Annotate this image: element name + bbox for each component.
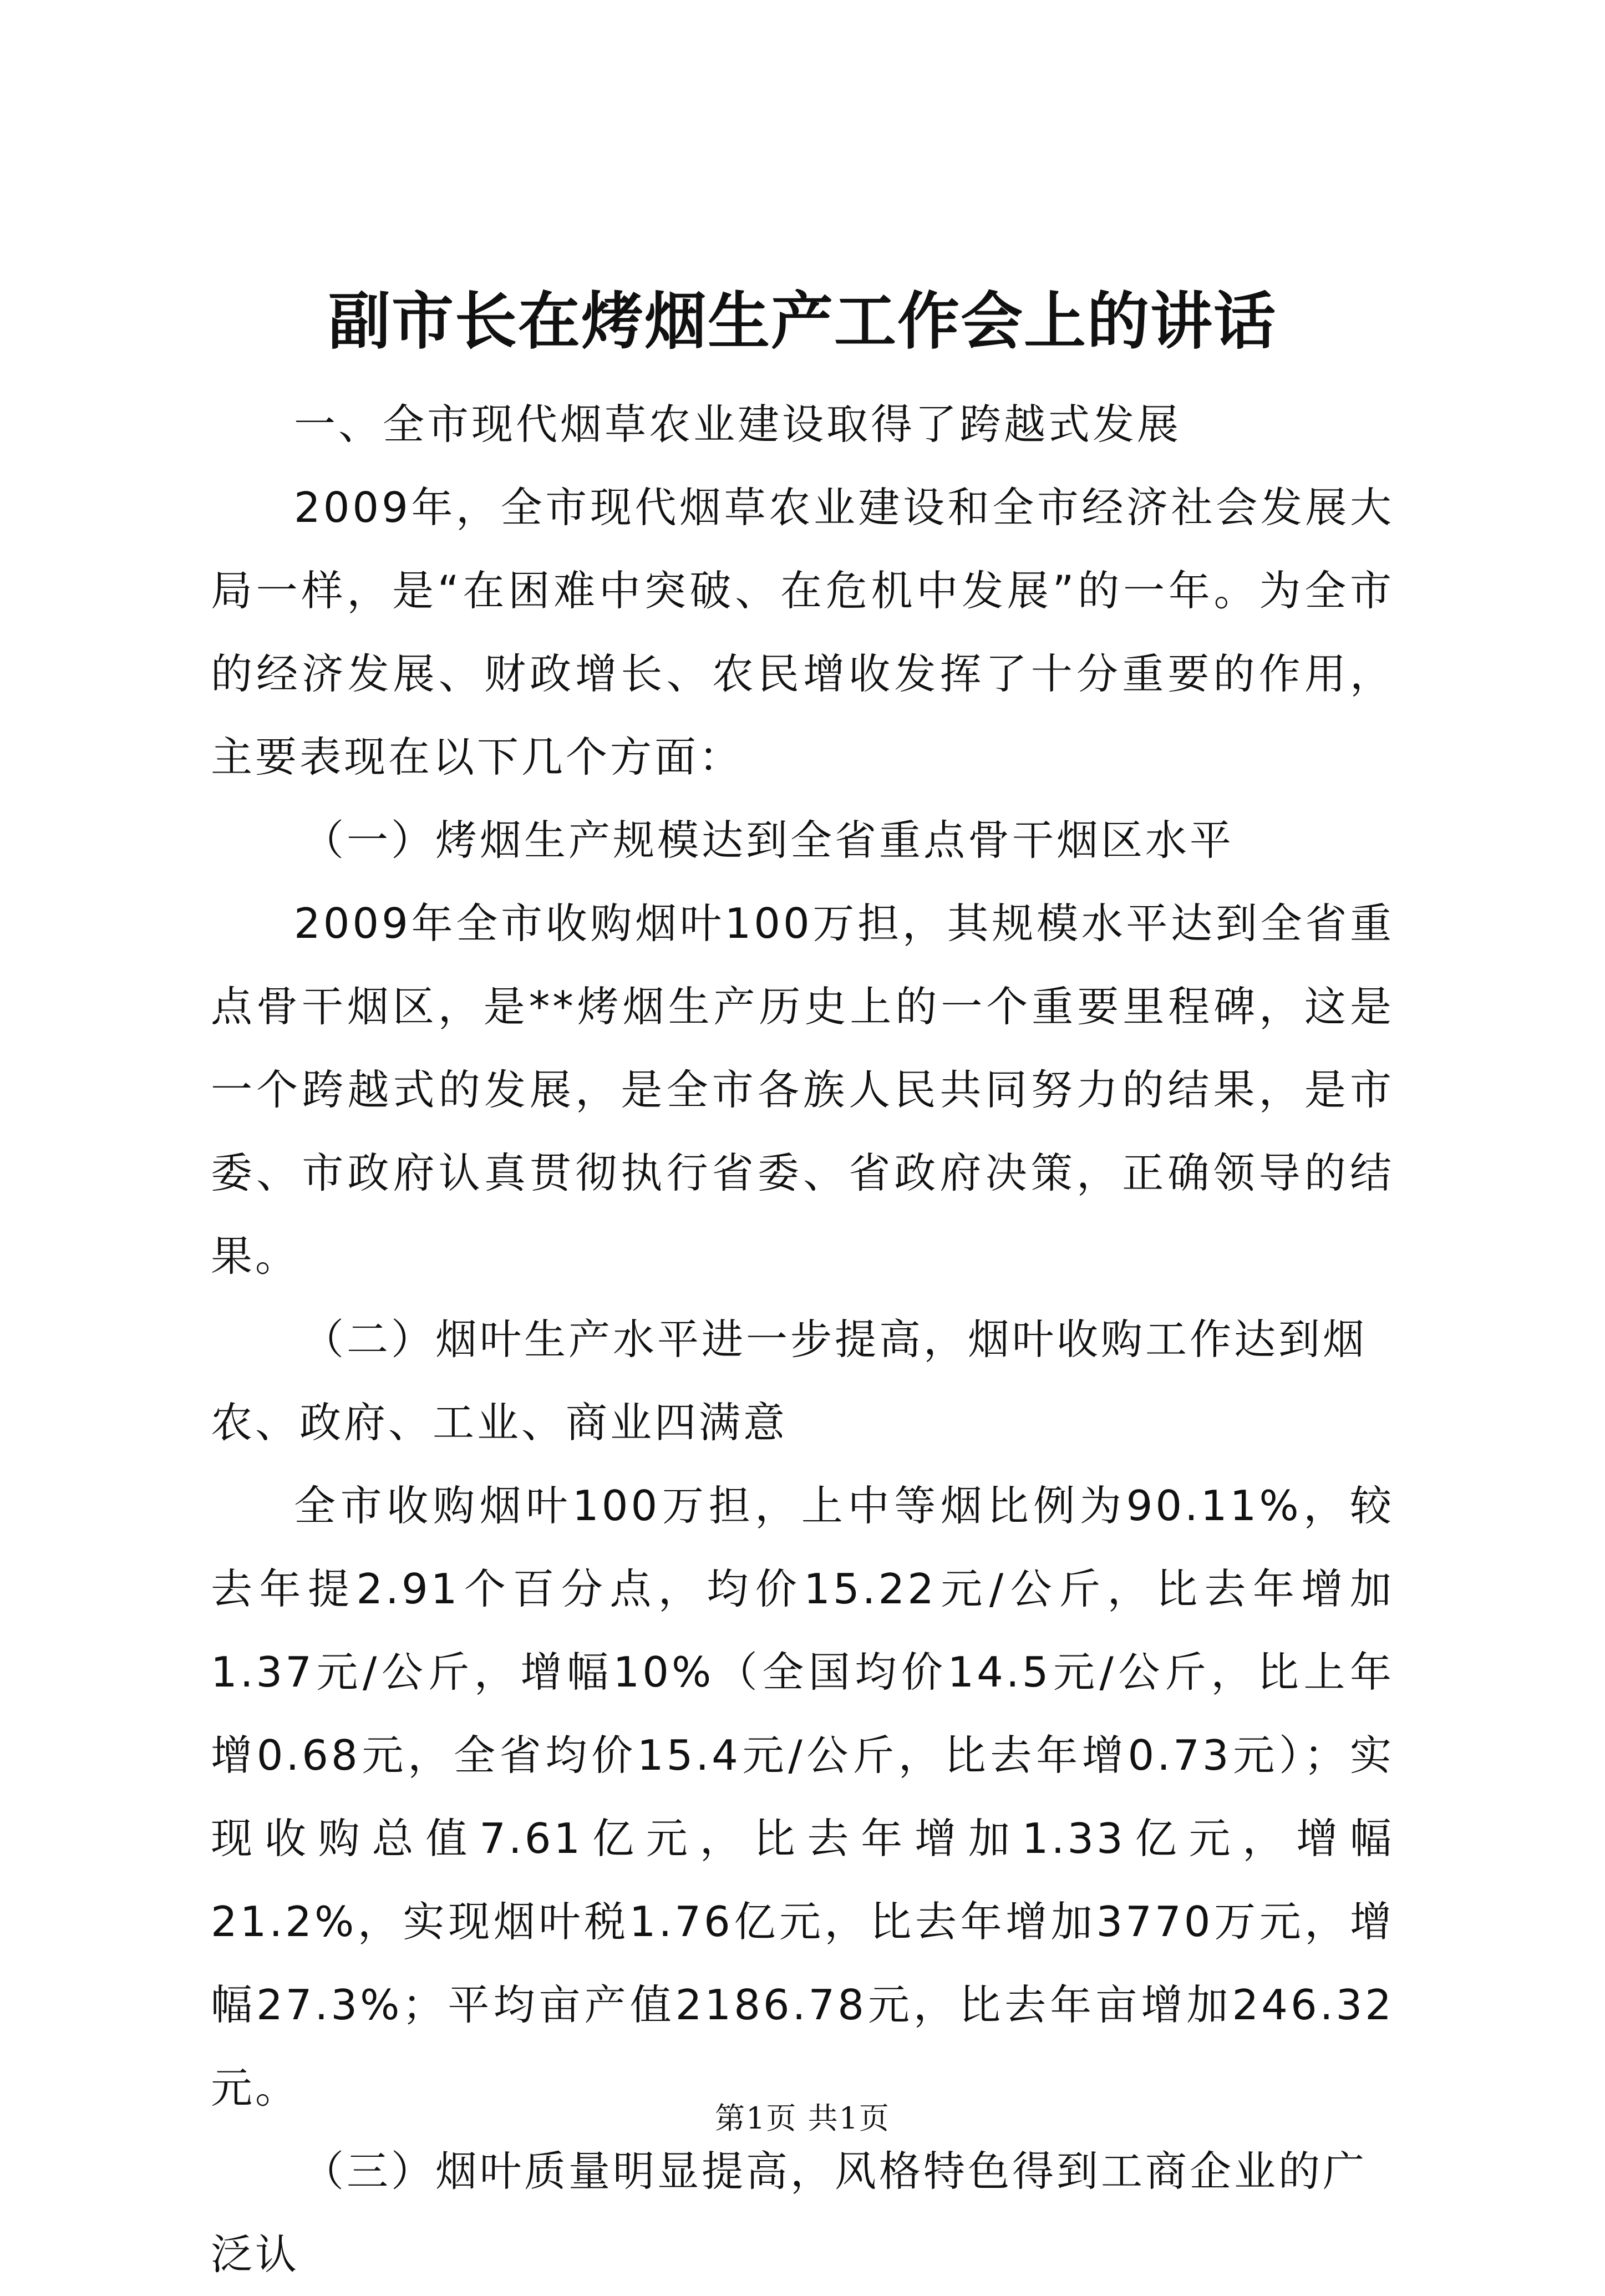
subsection-heading-2: （二）烟叶生产水平进一步提高，烟叶收购工作达到烟农、政府、工业、商业四满意 — [211, 1315, 1368, 1447]
subsection-heading-3: （三）烟叶质量明显提高，风格特色得到工商企业的广泛认 — [211, 2147, 1368, 2279]
document-title: 副市长在烤烟生产工作会上的讲话 — [328, 285, 1277, 358]
paragraph-production-scale: 2009年全市收购烟叶100万担，其规模水平达到全省重点骨干烟区，是**烤烟生产历史上的一个重要里程碑，这是一个跨越式的发展，是全市各族人民共同努力的结果，是市委、市政府认真贯彻执行省委、省政府决策，正确领导的结果。 — [211, 899, 1394, 1281]
section-heading-1: 一、全市现代烟草农业建设取得了跨越式发展 — [294, 400, 1182, 449]
subsection-heading-1: （一）烤烟生产规模达到全省重点骨干烟区水平 — [302, 816, 1235, 865]
paragraph-intro: 2009年，全市现代烟草农业建设和全市经济社会发展大局一样，是“在困难中突破、在危机中发展”的一年。为全市的经济发展、财政增长、农民增收发挥了十分重要的作用，主要表现在以下几个方面： — [211, 483, 1394, 781]
document-body — [211, 383, 1394, 2296]
page-footer: 第1页 共1页 — [715, 2101, 890, 2136]
paragraph-purchase-stats: 全市收购烟叶100万担，上中等烟比例为90.11%，较去年提2.91个百分点，均价15.22元/公斤，比去年增加1.37元/公斤，增幅10%（全国均价14.5元/公斤，比上年增0.68元，全省均价15.4元/公斤，比去年增0.73元）；实现收购总值7.61亿元，比去年增加1.33亿元，增幅21.2%，实现烟叶税1.76亿元，比去年增加3770万元，增幅27.3%；平均亩产值2186.78元，比去年亩增加246.32元。 — [211, 1481, 1394, 2112]
